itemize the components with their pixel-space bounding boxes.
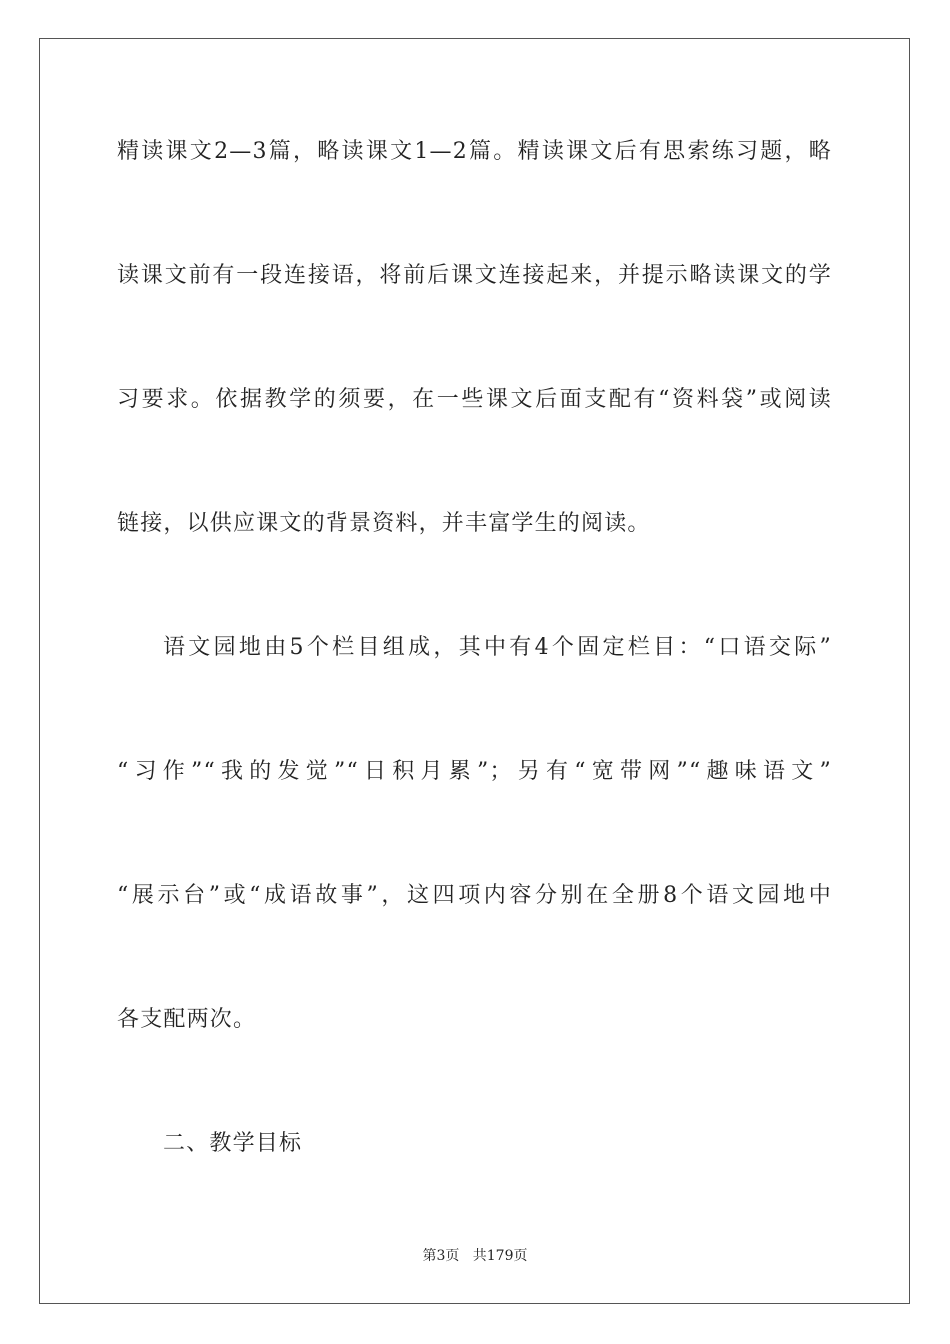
page-number: 第3页 <box>422 1248 460 1264</box>
paragraph-line: 语文园地由5个栏目组成，其中有4个固定栏目：“口语交际” <box>163 635 832 660</box>
page-footer <box>0 1247 950 1265</box>
paragraph-line: 习要求。依据教学的须要，在一些课文后面支配有“资料袋”或阅读 <box>117 387 832 412</box>
paragraph-line: 各支配两次。 <box>117 1007 257 1032</box>
paragraph-line: 精读课文2—3篇，略读课文1—2篇。精读课文后有思索练习题，略 <box>117 139 832 164</box>
paragraph-line: “习作”“我的发觉”“日积月累”；另有“宽带网”“趣味语文” <box>117 759 832 784</box>
paragraph-line: 读课文前有一段连接语，将前后课文连接起来，并提示略读课文的学 <box>117 263 832 288</box>
section-heading: 二、教学目标 <box>163 1131 303 1156</box>
paragraph-line: 链接，以供应课文的背景资料，并丰富学生的阅读。 <box>117 511 651 536</box>
page-frame <box>39 38 910 1304</box>
paragraph-line: “展示台”或“成语故事”，这四项内容分别在全册8个语文园地中 <box>117 883 832 908</box>
total-pages: 共179页 <box>472 1248 528 1264</box>
